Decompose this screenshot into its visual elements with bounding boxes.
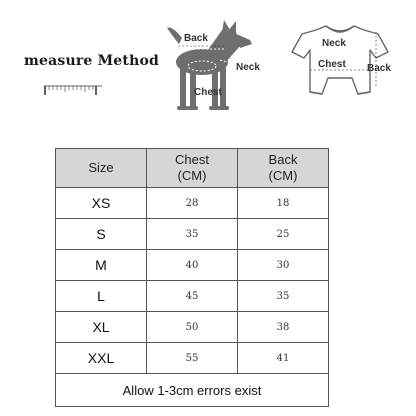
measure-method-title: measure Method	[24, 53, 159, 69]
size-chart-table	[55, 148, 329, 407]
back-cell: 38	[238, 312, 329, 343]
chest-cell: 40	[147, 250, 238, 281]
chest-cell: 55	[147, 343, 238, 374]
back-cell: 18	[238, 188, 329, 219]
dog-chest-label: Chest	[194, 87, 222, 98]
column-header-unit: (CM)	[177, 168, 207, 183]
column-header-chest	[147, 149, 238, 188]
dog-neck-label: Neck	[236, 62, 260, 73]
size-cell: S	[56, 219, 147, 250]
size-cell: XS	[56, 188, 147, 219]
table-row	[56, 250, 329, 281]
table-row	[56, 281, 329, 312]
size-cell: XXL	[56, 343, 147, 374]
column-header-unit: (CM)	[268, 168, 298, 183]
chest-cell: 28	[147, 188, 238, 219]
column-header-label: Chest	[175, 152, 209, 167]
dog-back-label: Back	[184, 33, 208, 44]
ruler-icon	[44, 84, 104, 96]
chest-cell: 50	[147, 312, 238, 343]
column-header-size	[56, 149, 147, 188]
column-header-label: Size	[88, 160, 114, 175]
size-cell: L	[56, 281, 147, 312]
back-cell: 30	[238, 250, 329, 281]
table-note-row	[56, 374, 329, 407]
table-row	[56, 343, 329, 374]
back-cell: 25	[238, 219, 329, 250]
back-cell: 35	[238, 281, 329, 312]
chest-cell: 35	[147, 219, 238, 250]
table-row	[56, 188, 329, 219]
garment-back-label: Back	[367, 63, 391, 74]
chest-cell: 45	[147, 281, 238, 312]
tolerance-note: Allow 1-3cm errors exist	[56, 374, 329, 407]
table-row	[56, 312, 329, 343]
table-header-row	[56, 149, 329, 188]
size-cell: M	[56, 250, 147, 281]
size-cell: XL	[56, 312, 147, 343]
back-cell: 41	[238, 343, 329, 374]
column-header-label: Back	[268, 152, 298, 167]
column-header-back	[238, 149, 329, 188]
garment-chest-label: Chest	[318, 59, 346, 70]
table-row	[56, 219, 329, 250]
garment-neck-label: Neck	[322, 38, 346, 49]
